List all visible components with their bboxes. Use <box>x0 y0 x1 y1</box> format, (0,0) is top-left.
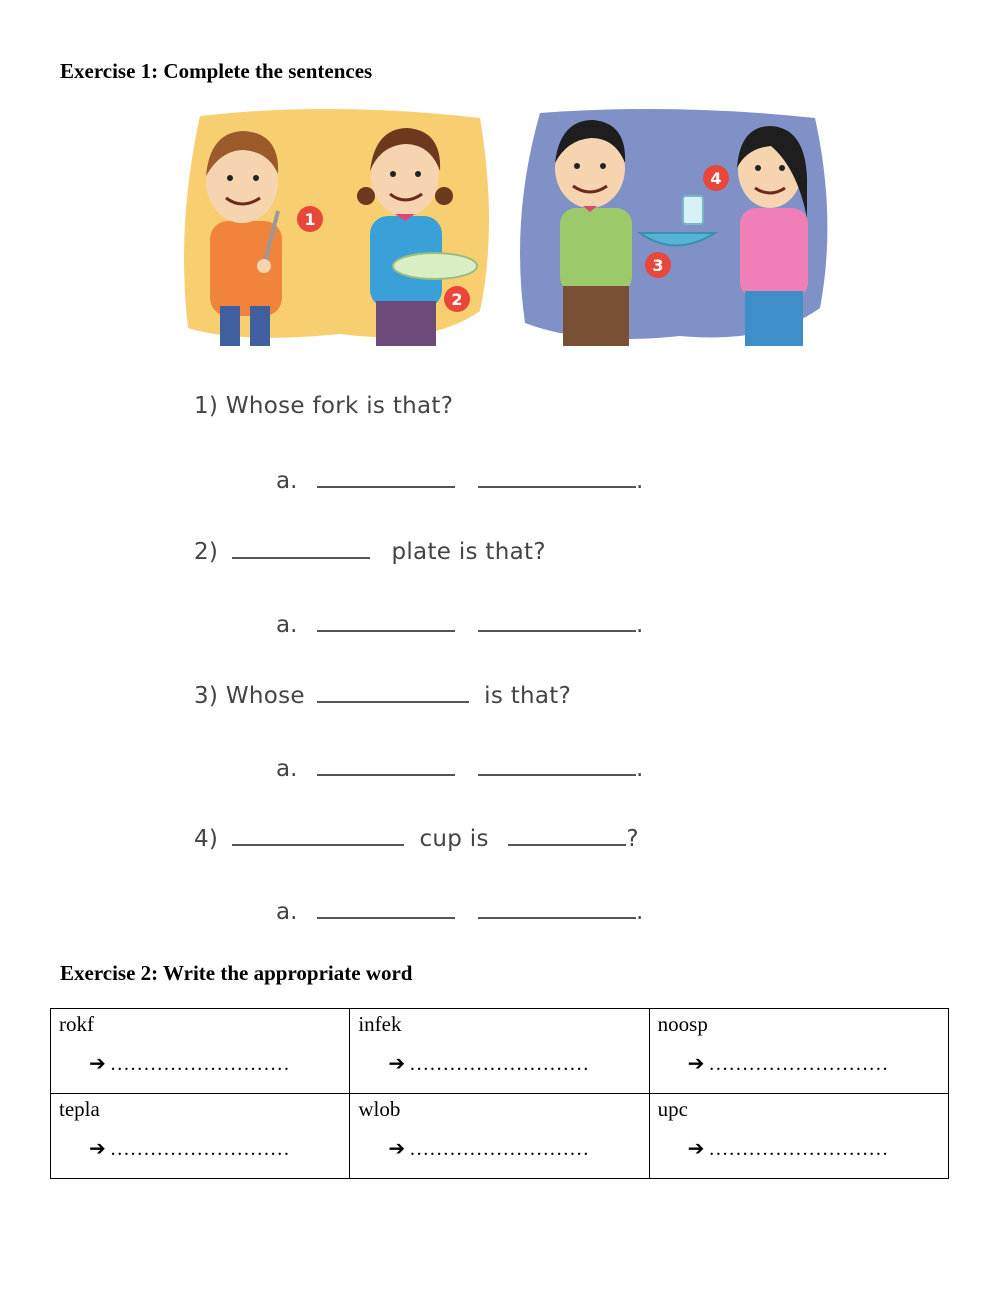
answer-blank[interactable] <box>317 610 455 632</box>
answer-end: . <box>636 612 644 638</box>
question-2 <box>194 537 546 565</box>
word-cell[interactable] <box>350 1009 649 1094</box>
answer-label: a. <box>276 612 298 638</box>
scrambled-word: upc <box>657 1097 688 1121</box>
arrow-right-icon: ➔ <box>687 1136 705 1160</box>
question-blank[interactable] <box>317 681 469 703</box>
answer-dots: ……………………… <box>708 1138 889 1160</box>
question-number: 2) <box>194 539 219 565</box>
answer-dots: ……………………… <box>109 1138 290 1160</box>
callout-2: 2 <box>451 290 463 309</box>
scrambled-word: rokf <box>59 1012 94 1036</box>
answer-line[interactable] <box>650 1122 948 1161</box>
exercise-1-title: Exercise 1: Complete the sentences <box>60 59 373 83</box>
scrambled-word: tepla <box>59 1097 100 1121</box>
word-cell[interactable] <box>649 1009 948 1094</box>
question-text: Whose fork is that? <box>225 393 454 419</box>
answer-dots: ……………………… <box>409 1053 590 1075</box>
question-mark: ? <box>626 826 639 852</box>
exercise-2-title: Exercise 2: Write the appropriate word <box>60 961 413 985</box>
answer-end: . <box>636 899 644 925</box>
question-text-after: is that? <box>484 683 572 709</box>
arrow-right-icon: ➔ <box>687 1051 705 1075</box>
table-row <box>51 1094 949 1179</box>
answer-blank[interactable] <box>478 754 636 776</box>
answer-blank[interactable] <box>478 897 636 919</box>
scrambled-word: noosp <box>657 1012 708 1036</box>
arrow-right-icon: ➔ <box>89 1051 106 1075</box>
callout-4: 4 <box>710 169 722 188</box>
answer-1 <box>276 466 643 494</box>
scrambled-word: wlob <box>358 1097 401 1121</box>
word-cell[interactable] <box>51 1009 350 1094</box>
question-text-before: Whose <box>225 683 305 709</box>
answer-line[interactable] <box>51 1122 349 1161</box>
word-cell[interactable] <box>649 1094 948 1179</box>
answer-dots: ……………………… <box>109 1053 290 1075</box>
question-blank[interactable] <box>232 824 404 846</box>
answer-blank[interactable] <box>478 610 636 632</box>
word-cell[interactable] <box>51 1094 350 1179</box>
answer-2 <box>276 610 643 638</box>
answer-line[interactable] <box>650 1037 948 1076</box>
answer-line[interactable] <box>51 1037 349 1076</box>
arrow-right-icon: ➔ <box>388 1051 406 1075</box>
answer-4 <box>276 897 643 925</box>
callout-3: 3 <box>652 256 664 275</box>
illustration-fork-plate <box>180 106 495 346</box>
question-blank[interactable] <box>232 537 370 559</box>
answer-blank[interactable] <box>478 466 636 488</box>
question-text: plate is that? <box>391 539 546 565</box>
illustration-bowl-cup <box>515 108 835 346</box>
answer-line[interactable] <box>350 1037 648 1076</box>
answer-label: a. <box>276 468 298 494</box>
answer-dots: ……………………… <box>409 1138 590 1160</box>
answer-label: a. <box>276 756 298 782</box>
answer-end: . <box>636 468 644 494</box>
answer-blank[interactable] <box>317 897 455 919</box>
answer-dots: ……………………… <box>708 1053 889 1075</box>
question-text-middle: cup is <box>419 826 489 852</box>
answer-label: a. <box>276 899 298 925</box>
question-4 <box>194 824 639 852</box>
question-number: 4) <box>194 826 219 852</box>
arrow-right-icon: ➔ <box>388 1136 406 1160</box>
word-cell[interactable] <box>350 1094 649 1179</box>
question-1 <box>194 393 453 419</box>
answer-blank[interactable] <box>317 466 455 488</box>
question-blank[interactable] <box>508 824 626 846</box>
question-number: 3) <box>194 683 219 709</box>
answer-line[interactable] <box>350 1122 648 1161</box>
answer-end: . <box>636 756 644 782</box>
arrow-right-icon: ➔ <box>89 1136 106 1160</box>
answer-blank[interactable] <box>317 754 455 776</box>
scrambled-words-table <box>50 1008 949 1179</box>
question-3 <box>194 681 571 709</box>
answer-3 <box>276 754 643 782</box>
table-row <box>51 1009 949 1094</box>
scrambled-word: infek <box>358 1012 402 1036</box>
question-number: 1) <box>194 393 219 419</box>
callout-1: 1 <box>304 210 316 229</box>
